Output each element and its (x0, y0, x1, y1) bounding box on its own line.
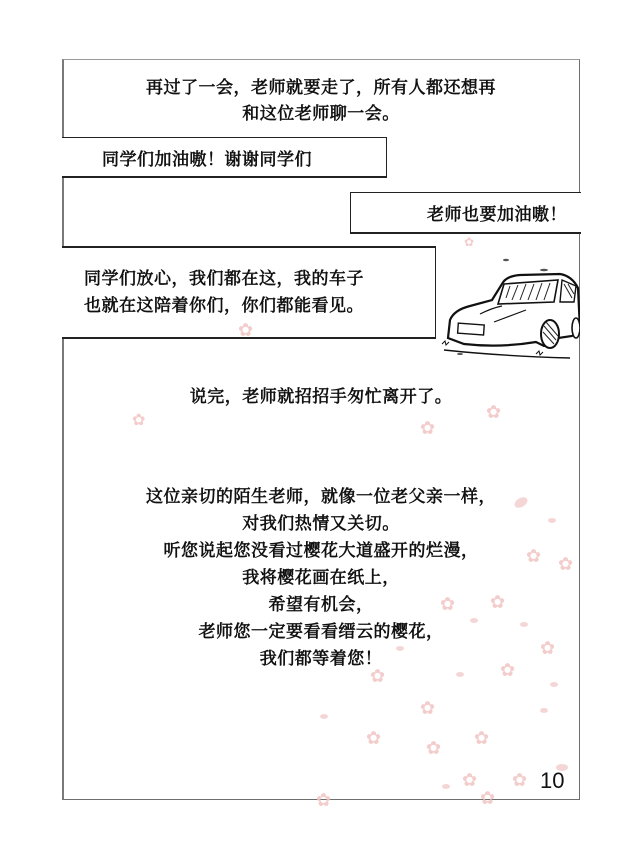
petal-decoration (540, 708, 548, 713)
narration-middle (62, 384, 580, 410)
narration-top-line-2: 和这位老师聊一会。 (242, 104, 400, 124)
closing-line-1: 这位亲切的陌生老师，就像一位老父亲一样， (146, 487, 496, 507)
petal-decoration (520, 622, 528, 627)
speech-students-text: 同学们加油嗷！谢谢同学们 (102, 149, 312, 170)
cherry-blossom-icon: ✿ (370, 666, 386, 687)
cherry-blossom-icon: ✿ (464, 235, 475, 249)
narration-middle-text: 说完，老师就招招手匆忙离开了。 (189, 387, 453, 407)
speech-teacher-line-2: 也就在这陪着你们，你们都能看见。 (84, 295, 364, 316)
narration-top (62, 75, 580, 127)
speech-teacher-reply-text: 老师也要加油嗷！ (427, 205, 567, 225)
cherry-blossom-icon: ✿ (426, 738, 442, 759)
cherry-blossom-icon: ✿ (500, 660, 516, 681)
cherry-blossom-icon: ✿ (474, 728, 490, 749)
petal-decoration (548, 518, 556, 523)
closing-line-5: 希望有机会， (268, 595, 374, 615)
petal-decoration (456, 672, 464, 677)
petal-decoration (320, 714, 328, 719)
petal-decoration (442, 784, 450, 789)
cherry-blossom-icon: ✿ (512, 770, 528, 791)
cherry-blossom-icon: ✿ (132, 410, 146, 429)
cherry-blossom-icon: ✿ (486, 402, 502, 423)
cherry-blossom-icon: ✿ (526, 546, 542, 567)
petal-decoration (550, 682, 558, 687)
speech-box-teacher-reply (350, 192, 581, 234)
closing-line-4: 我将樱花画在纸上， (242, 568, 400, 588)
closing-line-3: 听您说起您没看过樱花大道盛开的烂漫， (163, 541, 479, 561)
closing-line-7: 我们都等着您！ (259, 649, 383, 669)
petal-decoration (470, 618, 478, 623)
cherry-blossom-icon: ✿ (558, 554, 574, 575)
closing-line-6: 老师您一定要看看缙云的樱花， (198, 622, 444, 642)
speech-teacher-line-1: 同学们放心，我们都在这，我的车子 (84, 268, 364, 289)
narration-top-line-1: 再过了一会，老师就要走了，所有人都还想再 (146, 78, 496, 98)
cherry-blossom-icon: ✿ (462, 770, 478, 791)
cherry-blossom-icon: ✿ (490, 592, 506, 613)
petal-decoration (396, 646, 404, 651)
closing-message (62, 484, 580, 673)
cherry-blossom-icon: ✿ (420, 418, 436, 439)
cherry-blossom-icon: ✿ (480, 788, 496, 809)
closing-line-2: 对我们热情又关切。 (242, 514, 400, 534)
car-icon (440, 258, 580, 362)
cherry-blossom-icon: ✿ (316, 790, 332, 811)
cherry-blossom-icon: ✿ (420, 698, 436, 719)
page-number: 10 (540, 768, 565, 793)
cherry-blossom-icon: ✿ (540, 638, 556, 659)
cherry-blossom-icon: ✿ (440, 594, 456, 615)
speech-box-students (62, 137, 387, 178)
cherry-blossom-icon: ✿ (366, 728, 382, 749)
cherry-blossom-icon: ✿ (238, 320, 254, 341)
